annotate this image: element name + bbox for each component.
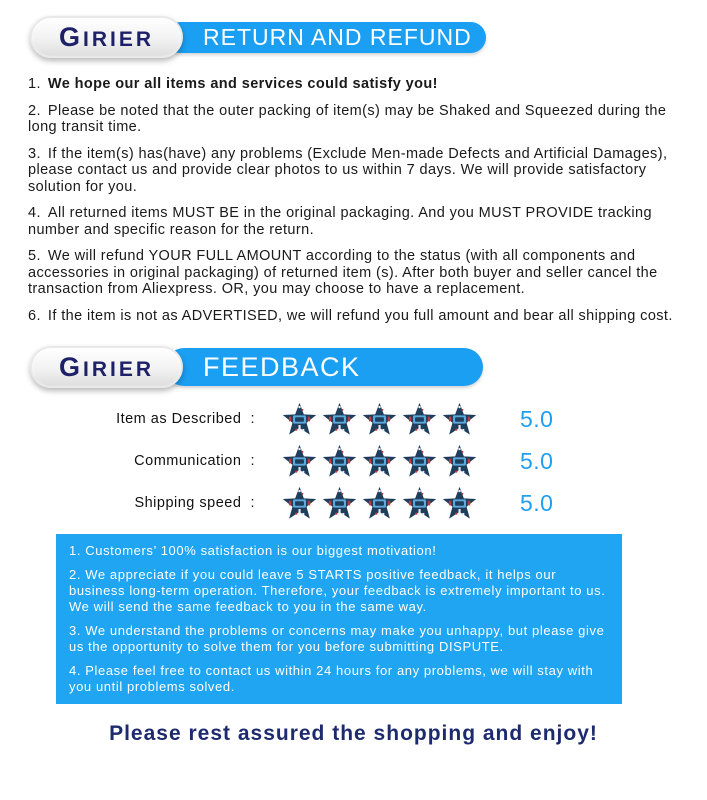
policy-item-number: 2. [28,102,41,119]
policy-item-text: All returned items MUST BE in the original packaging. And you MUST PROVIDE tracking number and specific reason for the return. [28,205,652,238]
policy-item-text: Please be noted that the outer packing of item(s) may be Shaked and Squeezed during the long transit time. [28,102,667,135]
policy-item-text: If the item(s) has(have) any problems (Exclude Men-made Defects and Artificial Damages), please contact us and provide clear photos to us within 7 days. We will provide satisfactory solution for you. [28,145,668,195]
policy-item-text: If the item is not as ADVERTISED, we will refund you full amount and bear all shipping cost. [47,307,673,324]
brand-logo-text: GIRIER [58,351,155,382]
rating-stars [281,443,478,480]
rating-label: Communication : [134,453,255,469]
policy-item-number: 5. [28,248,41,264]
rating-stars [281,401,478,438]
robot-pattern-star-icon [321,485,358,522]
robot-pattern-star-icon [321,443,358,480]
policy-item-text: We will refund YOUR FULL AMOUNT according to the status (with all components and accessories in original packaging) of returned item (s). After both buyer and seller cancel the transaction from Aliexpress. OR, you may choose to have a replacement. [28,248,658,297]
return-refund-header [30,14,707,60]
brand-logo-badge [30,16,183,58]
rating-label: Shipping speed : [134,495,255,511]
feedback-notes-box [56,534,622,704]
feedback-title-bar [165,348,483,386]
brand-logo-text: GIRIER [58,21,155,52]
robot-pattern-star-icon [441,443,478,480]
policy-item-number: 4. [28,205,41,221]
robot-pattern-star-icon [441,485,478,522]
feedback-note: 3. We understand the problems or concerns may make you unhappy, but please give us the opportunity to solve them for you before submitting DISPUTE. [69,623,605,654]
rating-stars [281,485,478,522]
footer-message: Please rest assured the shopping and enjoy! [109,722,598,745]
robot-pattern-star-icon [361,485,398,522]
return-refund-title-bar [165,22,486,53]
robot-pattern-star-icon [401,401,438,438]
feedback-ratings [30,398,707,524]
feedback-note: 1. Customers’ 100% satisfaction is our biggest motivation! [69,543,437,558]
policy-item [28,248,683,298]
robot-pattern-star-icon [321,401,358,438]
rating-row-item-as-described [30,398,707,440]
feedback-note: 2. We appreciate if you could leave 5 STARTS positive feedback, it helps our business long-term operation. Therefore, your feedback is extremely important to us. We will send the same feedback to you in the same way. [69,567,606,614]
policy-item [28,205,683,238]
robot-pattern-star-icon [361,443,398,480]
return-refund-title: RETURN AND REFUND [203,24,472,50]
robot-pattern-star-icon [441,401,478,438]
policy-item-text: We hope our all items and services could satisfy you! [47,76,438,92]
policy-item-number: 3. [28,145,41,162]
rating-score: 5.0 [520,405,554,432]
feedback-header [30,344,707,390]
brand-logo-badge [30,346,183,388]
policy-item-number: 1. [28,76,41,92]
return-refund-policy-list [28,76,683,324]
feedback-title: FEEDBACK [203,351,361,382]
policy-item [28,76,683,93]
robot-pattern-star-icon [401,443,438,480]
robot-pattern-star-icon [401,485,438,522]
policy-item [28,103,683,136]
rating-score: 5.0 [520,447,554,474]
robot-pattern-star-icon [281,443,318,480]
feedback-note: 4. Please feel free to contact us within 24 hours for any problems, we will stay with you until problems solved. [69,663,594,694]
rating-row-communication [30,440,707,482]
robot-pattern-star-icon [281,401,318,438]
rating-row-shipping-speed [30,482,707,524]
policy-item [28,308,683,325]
robot-pattern-star-icon [361,401,398,438]
robot-pattern-star-icon [281,485,318,522]
policy-item [28,146,683,196]
rating-label: Item as Described : [116,411,255,427]
policy-item-number: 6. [28,307,41,324]
rating-score: 5.0 [520,489,554,516]
